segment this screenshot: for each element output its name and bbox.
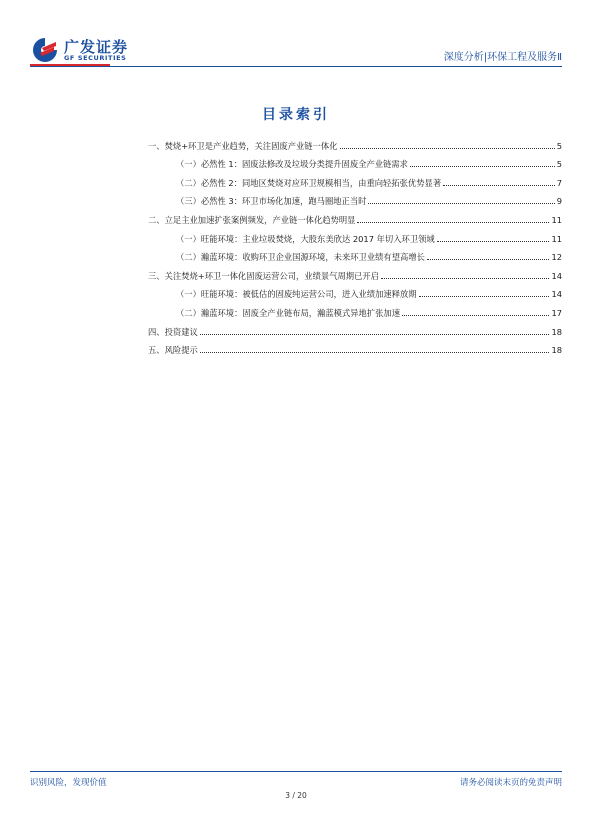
toc-leader-dots — [437, 240, 550, 242]
toc-entry[interactable] — [148, 206, 562, 225]
toc-title: 目录索引 — [262, 107, 330, 123]
page-number: 3 / 20 — [285, 791, 307, 800]
toc-entry-page: 5 — [556, 140, 562, 151]
page-header — [0, 0, 592, 70]
toc-entry[interactable] — [148, 169, 562, 188]
toc-entry-page: 5 — [556, 159, 562, 170]
toc-entry-text: （二）瀚蓝环境：收购环卫企业国源环境，未来环卫业绩有望高增长 — [176, 252, 425, 263]
toc-entry[interactable] — [148, 151, 562, 170]
table-of-contents — [148, 132, 562, 355]
toc-entry-text: （二）必然性 2：同地区焚烧对应环卫规模相当，由重向轻拓张优势显著 — [176, 177, 442, 188]
report-type-label: 深度分析|环保工程及服务Ⅱ — [443, 52, 562, 63]
toc-entry-page: 11 — [551, 214, 562, 225]
toc-leader-dots — [200, 333, 550, 335]
toc-entry-page: 9 — [556, 196, 562, 207]
toc-entry-page: 14 — [551, 270, 562, 281]
toc-entry-page: 7 — [556, 177, 562, 188]
toc-leader-dots — [410, 165, 555, 167]
logo-english-name: GF SECURITIES — [64, 54, 127, 62]
toc-entry[interactable] — [148, 318, 562, 337]
toc-entry-page: 18 — [551, 345, 562, 356]
toc-entry-text: （三）必然性 3：环卫市场化加速，跑马圈地正当时 — [176, 196, 367, 207]
toc-entry[interactable] — [148, 281, 562, 300]
toc-entry-page: 18 — [551, 326, 562, 337]
toc-entry[interactable] — [148, 299, 562, 318]
toc-leader-dots — [368, 202, 554, 204]
toc-leader-dots — [443, 184, 555, 186]
toc-entry-page: 11 — [551, 233, 562, 244]
toc-entry-text: 一、焚烧+环卫是产业趋势，关注固废产业链一体化 — [148, 140, 338, 151]
toc-entry[interactable] — [148, 132, 562, 151]
toc-entry-page: 14 — [551, 289, 562, 300]
footer-rule — [30, 771, 562, 772]
toc-leader-dots — [427, 258, 550, 260]
header-rule — [30, 66, 562, 67]
footer-slogan: 识别风险，发现价值 — [30, 778, 107, 788]
toc-entry-text: 四、投资建议 — [148, 326, 198, 337]
toc-entry[interactable] — [148, 262, 562, 281]
toc-leader-dots — [340, 147, 555, 149]
toc-entry[interactable] — [148, 244, 562, 263]
logo-chinese-name: 广发证券 — [64, 38, 129, 56]
toc-entry[interactable] — [148, 225, 562, 244]
toc-entry[interactable] — [148, 337, 562, 356]
company-logo — [30, 36, 130, 66]
toc-entry-text: 五、风险提示 — [148, 345, 198, 356]
toc-entry-text: （一）旺能环境：主业垃圾焚烧，大股东美欣达 2017 年切入环卫领域 — [176, 233, 435, 244]
toc-leader-dots — [402, 314, 549, 316]
gf-logo-icon — [30, 36, 60, 64]
toc-entry-text: （一）必然性 1：固废法修改及垃圾分类提升固废全产业链需求 — [176, 159, 408, 170]
toc-leader-dots — [357, 221, 549, 223]
footer-disclaimer-note: 请务必阅读末页的免责声明 — [459, 778, 562, 788]
toc-entry-page: 17 — [551, 307, 562, 318]
toc-leader-dots — [419, 295, 550, 297]
toc-entry[interactable] — [148, 188, 562, 207]
toc-entry-text: （一）旺能环境：被低估的固废纯运营公司，进入业绩加速释放期 — [176, 289, 417, 300]
toc-entry-page: 12 — [551, 252, 562, 263]
toc-leader-dots — [200, 351, 550, 353]
toc-leader-dots — [381, 277, 549, 279]
toc-entry-text: （二）瀚蓝环境：固废全产业链布局，瀚蓝模式异地扩张加速 — [176, 307, 401, 318]
toc-entry-text: 三、关注焚烧+环卫一体化固废运营公司，业绩景气周期已开启 — [148, 270, 379, 281]
toc-entry-text: 二、立足主业加速扩张案例频发，产业链一体化趋势明显 — [148, 214, 356, 225]
